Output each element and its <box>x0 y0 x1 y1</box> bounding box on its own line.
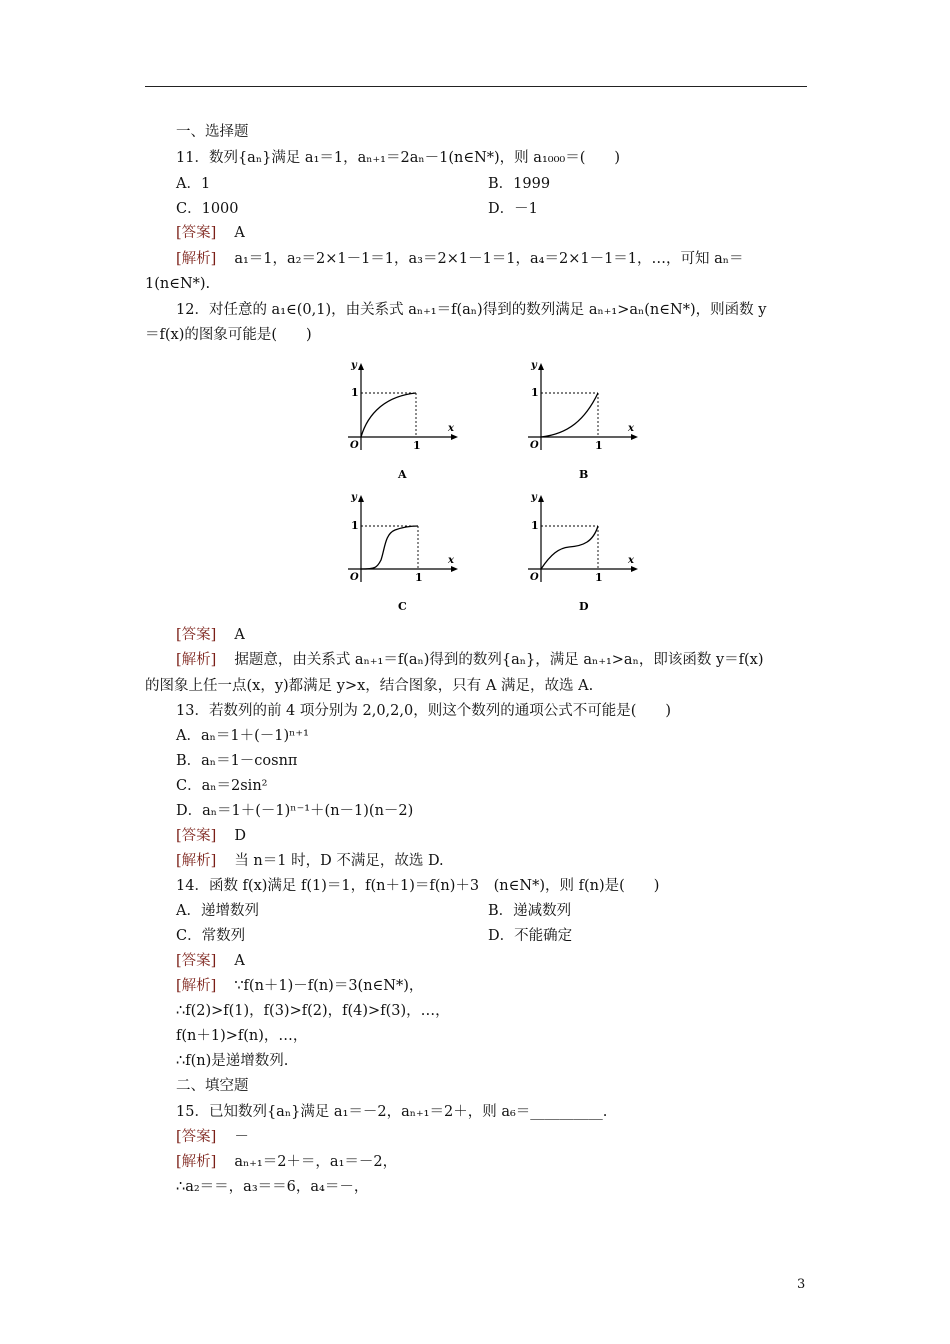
analysis-tag: [解析] <box>176 978 217 994</box>
q12-answer-value: A <box>234 627 245 643</box>
graph-panel-b <box>523 358 643 483</box>
q14-answer <box>176 951 245 971</box>
x-tick-one: 1 <box>595 571 603 584</box>
graph-panel-d <box>523 490 643 615</box>
q15-analysis-line2: ∴a₂＝＝，a₃＝＝6，a₄＝－， <box>176 1179 369 1195</box>
q15-analysis-text: aₙ₊₁＝2＋＝，a₁＝－2， <box>234 1154 398 1170</box>
q11-analysis-text: a₁＝1，a₂＝2×1－1＝1，a₃＝2×1－1＝1，a₄＝2×1－1＝1，…，可知 aₙ＝ <box>234 251 744 267</box>
section-title-fill: 二、填空题 <box>176 1078 249 1094</box>
q14-analysis-line3: f(n＋1)>f(n)，…， <box>176 1028 308 1044</box>
x-tick-one: 1 <box>595 439 603 452</box>
x-tick-one: 1 <box>415 571 423 584</box>
q12-answer <box>176 625 245 645</box>
x-tick-one: 1 <box>413 439 421 452</box>
q13-option-c: C．aₙ＝2sin² <box>176 778 268 794</box>
origin-label: O <box>350 440 359 451</box>
x-label: x <box>448 423 454 434</box>
q15-stem: 15．已知数列{aₙ}满足 a₁＝－2，aₙ₊₁＝2＋，则 a₆＝__________. <box>176 1104 608 1120</box>
y-label: y <box>351 492 357 503</box>
origin-label: O <box>350 572 359 583</box>
analysis-tag: [解析] <box>176 652 217 668</box>
q11-analysis-line2: 1(n∈N*). <box>145 276 211 292</box>
q15-answer-value: － <box>234 1129 249 1145</box>
y-label: y <box>351 360 357 371</box>
x-arrow-icon <box>451 434 458 440</box>
q14-analysis-line1 <box>176 976 423 996</box>
q15-answer <box>176 1127 249 1147</box>
analysis-tag: [解析] <box>176 251 217 267</box>
q13-stem: 13．若数列的前 4 项分别为 2,0,2,0，则这个数列的通项公式不可能是( ) <box>176 703 672 719</box>
graph-panel-c <box>343 490 463 615</box>
q12-analysis-line2: 的图象上任一点(x，y)都满足 y>x，结合图象，只有 A 满足，故选 A. <box>145 678 594 694</box>
header-rule <box>145 86 807 87</box>
q13-option-d: D．aₙ＝1＋(－1)ⁿ⁻¹＋(n－1)(n－2) <box>176 803 414 819</box>
analysis-tag: [解析] <box>176 853 217 869</box>
q15-analysis-line1 <box>176 1152 397 1172</box>
page-number: 3 <box>797 1277 806 1292</box>
q11-stem: 11．数列{aₙ}满足 a₁＝1，aₙ₊₁＝2aₙ－1(n∈N*)，则 a₁₀₀₀＝( ) <box>176 150 621 166</box>
panel-label-a: A <box>398 468 407 481</box>
q14-option-b: B．递减数列 <box>488 903 572 919</box>
q14-answer-value: A <box>234 953 245 969</box>
q13-analysis-text: 当 n＝1 时，D 不满足，故选 D. <box>234 853 444 869</box>
q14-option-c: C．常数列 <box>176 928 246 944</box>
q11-option-c: C．1000 <box>176 201 239 217</box>
q11-option-d: D．－1 <box>488 201 538 217</box>
q12-analysis-text: 据题意，由关系式 aₙ₊₁＝f(aₙ)得到的数列{aₙ}，满足 aₙ₊₁>aₙ，即该函数 y＝f(x) <box>234 652 764 668</box>
q14-option-a: A．递增数列 <box>176 903 259 919</box>
y-tick-one: 1 <box>531 519 539 532</box>
answer-tag: [答案] <box>176 953 217 969</box>
function-curve <box>361 526 418 569</box>
q11-option-a: A．1 <box>176 176 211 192</box>
q13-option-a: A．aₙ＝1＋(－1)ⁿ⁺¹ <box>176 728 309 744</box>
q12-analysis-line1 <box>176 650 764 670</box>
answer-tag: [答案] <box>176 828 217 844</box>
q12-stem-line2: ＝f(x)的图象可能是( ) <box>145 327 312 343</box>
q13-option-b: B．aₙ＝1－cosnπ <box>176 753 298 769</box>
q14-option-d: D．不能确定 <box>488 928 573 944</box>
y-arrow-icon <box>358 363 364 370</box>
panel-label-c: C <box>398 600 407 613</box>
panel-label-b: B <box>579 468 589 481</box>
answer-tag: [答案] <box>176 627 217 643</box>
x-label: x <box>628 555 634 566</box>
function-curve <box>541 526 598 569</box>
answer-tag: [答案] <box>176 1129 217 1145</box>
y-tick-one: 1 <box>531 386 539 399</box>
x-label: x <box>628 423 634 434</box>
x-arrow-icon <box>631 566 638 572</box>
q11-analysis-line1 <box>176 249 744 269</box>
function-curve <box>541 393 598 437</box>
q14-stem: 14．函数 f(x)满足 f(1)＝1，f(n＋1)＝f(n)＋3 (n∈N*)，则 f(n)是( ) <box>176 878 660 894</box>
q14-analysis-line4: ∴f(n)是递增数列. <box>176 1053 289 1069</box>
x-arrow-icon <box>451 566 458 572</box>
panel-label-d: D <box>579 600 589 613</box>
q13-analysis-line1 <box>176 851 444 871</box>
section-title-choice: 一、选择题 <box>176 124 249 140</box>
analysis-tag: [解析] <box>176 1154 217 1170</box>
answer-tag: [答案] <box>176 225 217 241</box>
origin-label: O <box>530 440 539 451</box>
q12-stem-line1: 12．对任意的 a₁∈(0,1)，由关系式 aₙ₊₁＝f(aₙ)得到的数列满足 aₙ₊₁>aₙ(n∈N*)，则函数 y <box>176 302 767 318</box>
q11-answer <box>176 223 245 243</box>
q13-answer-value: D <box>234 828 246 844</box>
y-tick-one: 1 <box>351 386 359 399</box>
q11-answer-value: A <box>234 225 245 241</box>
y-arrow-icon <box>538 363 544 370</box>
q14-analysis-text: ∵f(n＋1)－f(n)＝3(n∈N*)， <box>234 978 424 994</box>
x-arrow-icon <box>631 434 638 440</box>
y-arrow-icon <box>358 495 364 502</box>
q13-answer <box>176 826 246 846</box>
y-label: y <box>531 492 537 503</box>
q11-option-b: B．1999 <box>488 176 551 192</box>
y-arrow-icon <box>538 495 544 502</box>
function-curve <box>361 393 416 437</box>
origin-label: O <box>530 572 539 583</box>
q14-analysis-line2: ∴f(2)>f(1)，f(3)>f(2)，f(4)>f(3)，…， <box>176 1003 450 1019</box>
graph-panel-a <box>343 358 463 483</box>
y-tick-one: 1 <box>351 519 359 532</box>
y-label: y <box>531 360 537 371</box>
x-label: x <box>448 555 454 566</box>
